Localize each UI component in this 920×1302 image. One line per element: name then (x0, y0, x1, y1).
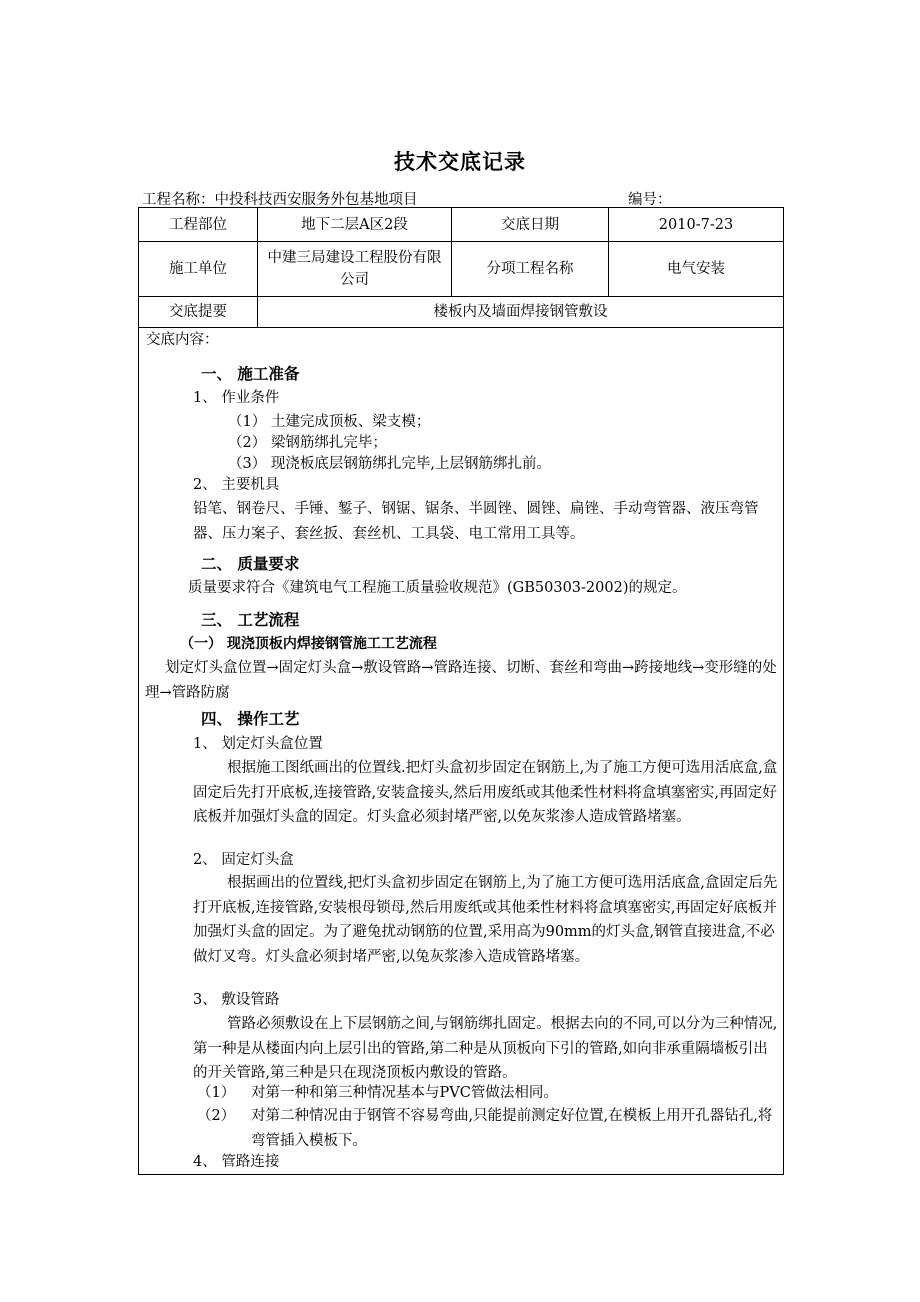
list-item: （1） 土建完成顶板、梁支模； (228, 414, 431, 430)
list-item: 2、 主要机具 (193, 477, 280, 493)
list-item: （3） 现浇板底层钢筋绑扎完毕,上层钢筋绑扎前。 (228, 456, 551, 472)
table-row (139, 242, 784, 297)
label-cell: 工程部位 (139, 208, 258, 242)
content-label: 交底内容： (146, 332, 219, 348)
list-item: 1、 划定灯头盒位置 (193, 736, 323, 752)
list-number: （1） (197, 1085, 236, 1101)
label-cell: 施工单位 (139, 242, 258, 297)
document-number-label: 编号： (628, 192, 672, 208)
section-heading: 三、 工艺流程 (201, 611, 300, 629)
paragraph: 铅笔、钢卷尺、手锤、錾子、钢锯、锯条、半圆锉、圆锉、扁锉、手动弯管器、液压弯管器、压力案子、套丝扳、套丝机、工具袋、电工常用工具等。 (193, 501, 759, 542)
paragraph: 根据画出的位置线,把灯头盒初步固定在钢筋上,为了施工方便可选用活底盒,盒固定后先打开底板,连接管路,安装根母锁母,然后用废纸或其他柔性材料将盒填塞密实,再固定好底板并加强灯头盒的固定。为了避兔扰动钢筋的位置,采用高为90mm的灯头盒,钢管直接进盒,不必做灯叉弯。灯头盒必须封堵严密,以兔灰浆渗入造成管路堵塞。 (193, 875, 778, 965)
label-cell: 交底日期 (452, 208, 609, 242)
value-cell: 电气安装 (609, 242, 784, 297)
list-item: 4、 管路连接 (193, 1154, 280, 1170)
list-item: （2） 梁钢筋绑扎完毕； (228, 435, 387, 451)
list-number: （2） (197, 1108, 236, 1124)
section-heading: 一、 施工准备 (201, 365, 300, 383)
list-item: 2、 固定灯头盒 (193, 852, 294, 868)
project-name: 工程名称：中投科技西安服务外包基地项目 (142, 192, 418, 208)
section-heading: 二、 质量要求 (201, 555, 300, 573)
paragraph: 管路必须敷设在上下层钢筋之间,与钢筋绑扎固定。根据去向的不同,可以分为三种情况,第一种是从楼面内向上层引出的管路,第二种是从顶板向下引的管路,如向非承重隔墙板引出的开关管路,第三种是只在现浇顶板内敷设的管路。 (193, 1016, 778, 1081)
value-cell: 楼板内及墙面焊接钢管敷设 (258, 297, 784, 328)
list-item: 3、 敷设管路 (193, 992, 280, 1008)
subsection-heading: （一） 现浇顶板内焊接钢管施工工艺流程 (180, 636, 437, 652)
paragraph: 质量要求符合《建筑电气工程施工质量验收规范》(GB50303-2002)的规定。 (188, 580, 687, 596)
info-table (138, 207, 784, 328)
document-title: 技术交底记录 (394, 150, 526, 174)
section-heading: 四、 操作工艺 (201, 710, 300, 728)
value-cell: 2010-7-23 (609, 208, 784, 242)
value-cell: 中建三局建设工程股份有限公司 (258, 242, 452, 297)
label-cell: 分项工程名称 (452, 242, 609, 297)
paragraph: 根据施工图纸画出的位置线.把灯头盒初步固定在钢筋上,为了施工方便可选用活底盒,盒固定后先打开底板,连接管路,安装盒接头,然后用废纸或其他柔性材料将盒填塞密实,再固定好底板并加强灯头盒的固定。灯头盒必须封堵严密,以免灰浆渗人造成管路堵塞。 (193, 760, 778, 825)
list-item: 对第二种情况由于钢管不容易弯曲,只能提前测定好位置,在模板上用开孔器钻孔,将弯管插入模板下。 (251, 1108, 773, 1149)
value-cell: 地下二层A区2段 (258, 208, 452, 242)
table-row (139, 208, 784, 242)
list-item: 1、 作业条件 (193, 390, 280, 406)
label-cell: 交底提要 (139, 297, 258, 328)
paragraph: 划定灯头盒位置→固定灯头盒→敷设管路→管路连接、切断、套丝和弯曲→跨接地线→变形缝的处理→管路防腐 (145, 660, 777, 701)
list-item: 对第一种和第三种情况基本与PVC管做法相同。 (251, 1085, 558, 1101)
